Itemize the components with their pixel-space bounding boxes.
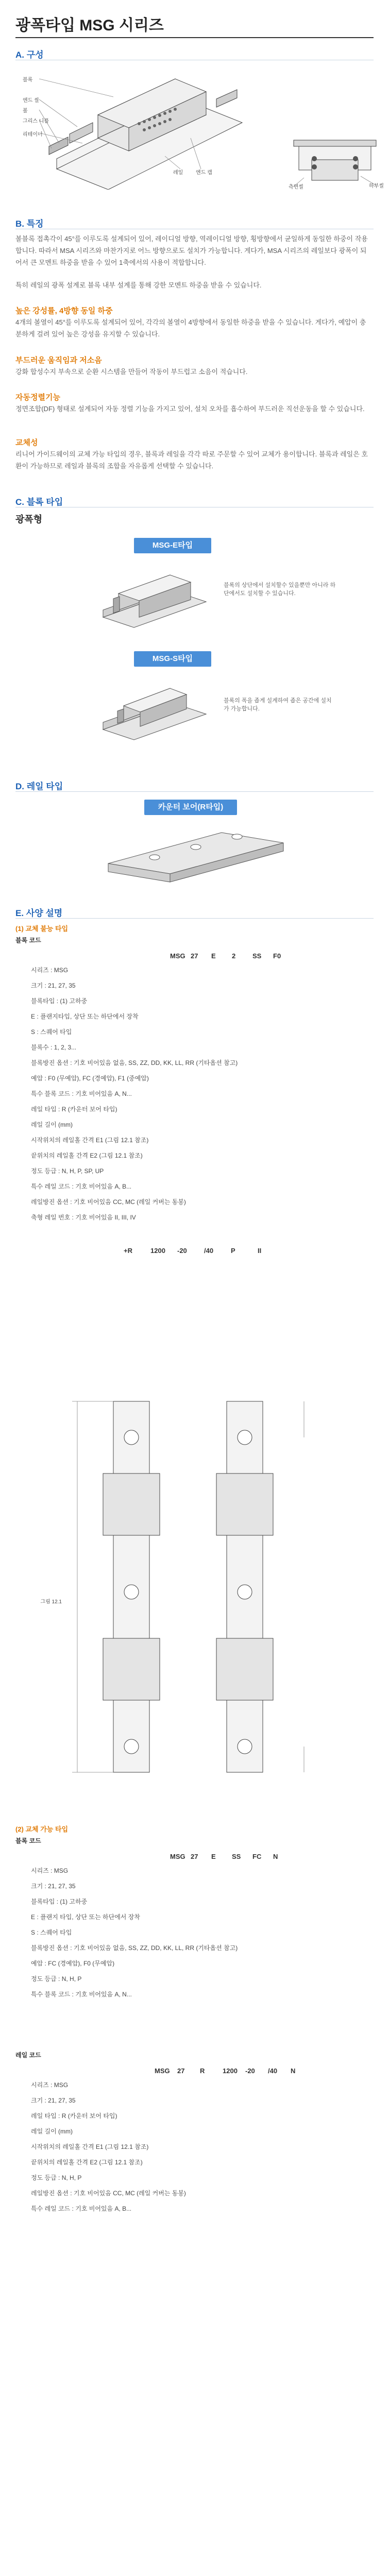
code-part: N [291, 2067, 296, 2075]
spec-row: S : 스퀘어 타입 [31, 1929, 72, 1936]
label-grease-nipple: 그리스 니플 [23, 118, 49, 124]
section-e-rule [15, 918, 374, 919]
feature-text-rigidity: 4개의 볼열이 45°를 이루도록 설계되어 있어, 각각의 볼열이 4방향에서 동일한 하중을 받을 수 있습니다. 게다가, 예압이 충분하게 걸려 있어 높은 강성을 유지할 수 있습니다. [15, 318, 366, 338]
code-part: SS [252, 952, 262, 960]
figure-label: 그림 12.1 [40, 1599, 62, 1605]
spec-row: 특수 블록 코드 : 기호 비어있음 A, N... [31, 1090, 132, 1097]
feature-title-rigidity: 높은 강성률, 4방향 동일 하중 [15, 307, 113, 315]
code-part: +R [124, 1247, 132, 1255]
spec-row: 정도 등급 : N, H, P [31, 2174, 82, 2181]
code-part: MSG [155, 2067, 170, 2075]
code-part: 1200 [150, 1247, 165, 1255]
rail-code-label: 레일 코드 [15, 2052, 41, 2059]
title-divider [15, 37, 374, 38]
spec-row: 시리즈 : MSG [31, 1867, 69, 1874]
section-d-heading: D. 레일 타입 [15, 782, 63, 791]
spec-row: 정도 등급 : N, H, P [31, 1975, 82, 1982]
code-part: F0 [273, 952, 281, 960]
spec-row: 블록타입 : (1) 고하중 [31, 997, 88, 1005]
spec-row: 크기 : 21, 27, 35 [31, 1883, 76, 1890]
features-intro-2: 특히 레일의 광폭 설계로 블록 내부 설계를 통해 강한 모멘트 하중을 받을 수 있습니다. [15, 281, 262, 289]
code-part: 27 [191, 952, 198, 960]
code-part: 27 [191, 1853, 198, 1860]
exploded-block-drawing [21, 66, 258, 190]
spec-row: 블록방진 옵션 : 기호 비어있음 없음, SS, ZZ, DD, KK, LL, RR (기타옵션 참고) [31, 1944, 238, 1952]
spec-row: 정도 등급 : N, H, P, SP, UP [31, 1167, 104, 1175]
block-code-label-2: 블록 코드 [15, 1837, 41, 1844]
code-part: -20 [245, 2067, 255, 2075]
spec-row: 예압 : F0 (무예압), FC (경예압), F1 (중예압) [31, 1075, 149, 1082]
spec-row: 블록수 : 1, 2, 3... [31, 1044, 77, 1051]
code-part: FC [252, 1853, 262, 1860]
code-part: MSG [170, 1853, 185, 1860]
spec-row: 끝위치의 레일홀 간격 E2 (그림 12.1 참조) [31, 1152, 143, 1159]
section-d-rule [15, 791, 374, 792]
label-block: 블록 [23, 77, 33, 83]
code-part: MSG [170, 952, 185, 960]
code-part: N [273, 1853, 278, 1860]
section-b-heading: B. 특징 [15, 219, 44, 229]
spec-row: 시작위치의 레일홀 간격 E1 (그림 12.1 참조) [31, 1137, 149, 1144]
spec-row: 크기 : 21, 27, 35 [31, 982, 76, 989]
spec-row: 레일 타입 : R (카운터 보어 타입) [31, 1106, 117, 1113]
block-code-label-1: 블록 코드 [15, 937, 41, 944]
non-interchangeable-heading: (1) 교체 불능 타입 [15, 925, 69, 933]
spec-row: 블록타입 : (1) 고하중 [31, 1898, 88, 1905]
spec-row: 레일 길이 (mm) [31, 1121, 73, 1128]
label-ball: 볼 [23, 108, 28, 114]
cross-section-drawing [289, 129, 381, 201]
spec-row: 특수 블록 코드 : 기호 비어있음 A, N... [31, 1991, 132, 1998]
wide-type-heading: 광폭형 [15, 514, 43, 524]
code-part: 2 [232, 952, 236, 960]
section-e-heading: E. 사양 설명 [15, 908, 63, 918]
code-part: E [211, 952, 216, 960]
label-retainer: 리테이너 [23, 132, 43, 138]
spec-row: S : 스퀘어 타입 [31, 1028, 72, 1036]
spec-row: 특수 레일 코드 : 기호 비어있음 A, B... [31, 2205, 132, 2212]
code-part: SS [232, 1853, 241, 1860]
section-a-heading: A. 구성 [15, 50, 44, 60]
spec-row: 시리즈 : MSG [31, 2081, 69, 2089]
code-part: E [211, 1853, 216, 1860]
spec-row: E : 플랜지타입, 상단 또는 하단에서 장착 [31, 1013, 139, 1020]
feature-text-smooth: 강화 합성수지 부속으로 순환 시스템을 만들어 작동이 부드럽고 소음이 적습니다. [15, 368, 248, 376]
tab-msg-e: MSG-E타입 [134, 538, 211, 553]
label-bottom-seal: 하부씰 [369, 183, 384, 189]
spec-row: 레일 타입 : R (카운터 보어 타입) [31, 2112, 117, 2120]
label-rail: 레일 [173, 170, 183, 176]
code-part: /40 [204, 1247, 214, 1255]
spec-row: 레일방진 옵션 : 기호 비어있음 CC, MC (레일 커버는 동봉) [31, 2190, 186, 2197]
caption-msg-s: 블록의 폭을 좁게 설계하여 좁은 공간에 설치가 가능합니다. [224, 698, 332, 712]
label-side-seal: 측면씰 [289, 184, 303, 190]
spec-row: 예압 : FC (경예압), F0 (무예압) [31, 1960, 115, 1967]
page-title: 광폭타입 MSG 시리즈 [15, 17, 164, 34]
msg-s-block-drawing [98, 673, 211, 750]
spec-row: 시작위치의 레일홀 간격 E1 (그림 12.1 참조) [31, 2143, 149, 2150]
label-end-seal: 엔드 씰 [23, 98, 39, 104]
spec-row: 시리즈 : MSG [31, 967, 69, 974]
spec-row: 레일 길이 (mm) [31, 2128, 73, 2135]
code-part: 1200 [223, 2067, 238, 2075]
interchangeable-heading: (2) 교체 가능 타입 [15, 1825, 69, 1833]
label-end-cap: 엔드 캡 [196, 170, 212, 176]
msg-e-block-drawing [98, 561, 211, 638]
feature-title-smooth: 부드러운 움직임과 저소음 [15, 356, 102, 365]
feature-text-alignment: 정면조합(DF) 형태로 설계되어 자동 정렬 기능을 가지고 있어, 설치 오차를 흡수하여 부드러운 직선운동을 할 수 있습니다. [15, 405, 365, 413]
code-part: /40 [268, 2067, 278, 2075]
code-part: 27 [177, 2067, 185, 2075]
spec-row: 블록방진 옵션 : 기호 비어있음 없음, SS, ZZ, DD, KK, LL, RR (기타옵션 참고) [31, 1059, 238, 1066]
spec-row: 크기 : 21, 27, 35 [31, 2097, 76, 2104]
tab-counter-bore: 카운터 보어(R타입) [144, 800, 237, 815]
code-part: -20 [177, 1247, 187, 1255]
spec-row: 레일방진 옵션 : 기호 비어있음 CC, MC (레일 커버는 동봉) [31, 1198, 186, 1206]
feature-title-alignment: 자동정렬기능 [15, 393, 60, 402]
spec-row: 축형 레일 번호 : 기호 비어있음 II, III, IV [31, 1214, 136, 1221]
feature-title-interchange: 교체성 [15, 438, 38, 447]
section-c-heading: C. 블록 타입 [15, 497, 63, 507]
code-part: P [231, 1247, 235, 1255]
features-intro: 볼블록 접촉각이 45°를 이루도록 설계되어 있어, 레이디얼 방향, 역레이디얼 방향, 횡방향에서 균일하게 동일한 하중이 작용합니다. 따라서 MSA 시리즈와 마찬가지로 어느 방향으로도 설치가 가능합니다. 게다가, MSA 시리즈의 레일보다 광폭이 되어서 큰 모멘트 하중을 받을 수 있어 1축에서의 사용이 적합합니다. [15, 235, 368, 266]
spec-row: 특수 레일 코드 : 기호 비어있음 A, B... [31, 1183, 132, 1190]
feature-text-interchange: 리니어 가이드웨이의 교체 가능 타입의 경우, 블록과 레일을 각각 따로 주문할 수 있어 교체가 용이합니다. 블록과 레일은 호환이 가능하므로 레일과 블록의 조합을 자유롭게 선택할 수 있습니다. [15, 450, 368, 470]
rail-drawing [103, 822, 289, 884]
tab-msg-s: MSG-S타입 [134, 651, 211, 667]
code-part: II [258, 1247, 262, 1255]
caption-msg-e: 블록의 상단에서 설치할수 있을뿐만 아니라 하단에서도 설치할 수 있습니다. [224, 582, 336, 597]
code-part: R [200, 2067, 205, 2075]
rail-hole-figure [46, 1391, 356, 1783]
spec-row: 끝위치의 레일홀 간격 E2 (그림 12.1 참조) [31, 2159, 143, 2166]
spec-row: E : 플랜지 타입, 상단 또는 하단에서 장착 [31, 1913, 140, 1921]
